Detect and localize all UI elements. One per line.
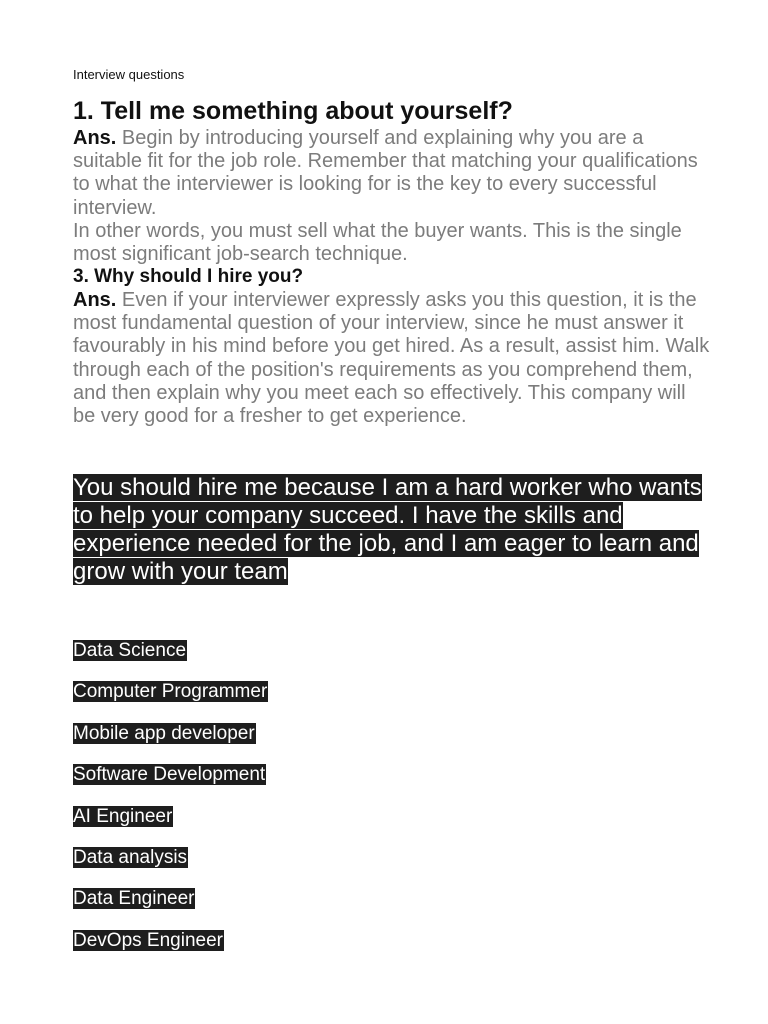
- role-label: Computer Programmer: [73, 681, 268, 703]
- role-label: Data Science: [73, 640, 187, 661]
- question-3-heading: 3. Why should I hire you?: [73, 266, 304, 287]
- highlighted-answer: [73, 474, 713, 586]
- role-label: Data Engineer: [73, 888, 195, 910]
- list-item: [73, 888, 268, 929]
- answer-label: Ans.: [73, 127, 117, 149]
- list-item: [73, 806, 268, 847]
- answer-text: Even if your interviewer expressly asks you this question, it is the most fundamental question of your interview, since he must answer it favourably in his mind before you get hired. As a result, assist him. Walk through each of the position's requirements as you comprehend them, and then explain why you meet each so effectively. This company will be very good for a fresher to get experience.: [73, 289, 710, 428]
- list-item: [73, 930, 268, 971]
- question-1-answer-paragraph-1: [73, 127, 713, 220]
- highlighted-answer-text: You should hire me because I am a hard worker who wants to help your company succeed. I have the skills and experience needed for the job, and I am eager to learn and grow with your team: [73, 474, 702, 585]
- job-roles-list: [73, 640, 268, 971]
- question-1-answer-paragraph-2: In other words, you must sell what the buyer wants. This is the single most significant job-search technique.: [73, 219, 682, 266]
- role-label: Data analysis: [73, 846, 188, 868]
- answer-text: Begin by introducing yourself and explaining why you are a suitable fit for the job role. Remember that matching your qualifications to what the interviewer is looking for is the key to every successful interview.: [73, 127, 698, 219]
- question-3-answer: [73, 289, 713, 428]
- role-label: DevOps Engineer: [73, 929, 223, 951]
- answer-label: Ans.: [73, 289, 117, 311]
- role-label: Mobile app developer: [73, 722, 255, 744]
- question-1-heading: 1. Tell me something about yourself?: [73, 97, 513, 125]
- list-item: [73, 847, 268, 888]
- list-item: [73, 764, 268, 805]
- role-label: Software Development: [73, 764, 266, 786]
- question-1-answer: [73, 127, 713, 266]
- document-title: Interview questions: [73, 67, 185, 82]
- list-item: [73, 640, 268, 681]
- list-item: [73, 681, 268, 722]
- role-label: AI Engineer: [73, 805, 173, 827]
- list-item: [73, 723, 268, 764]
